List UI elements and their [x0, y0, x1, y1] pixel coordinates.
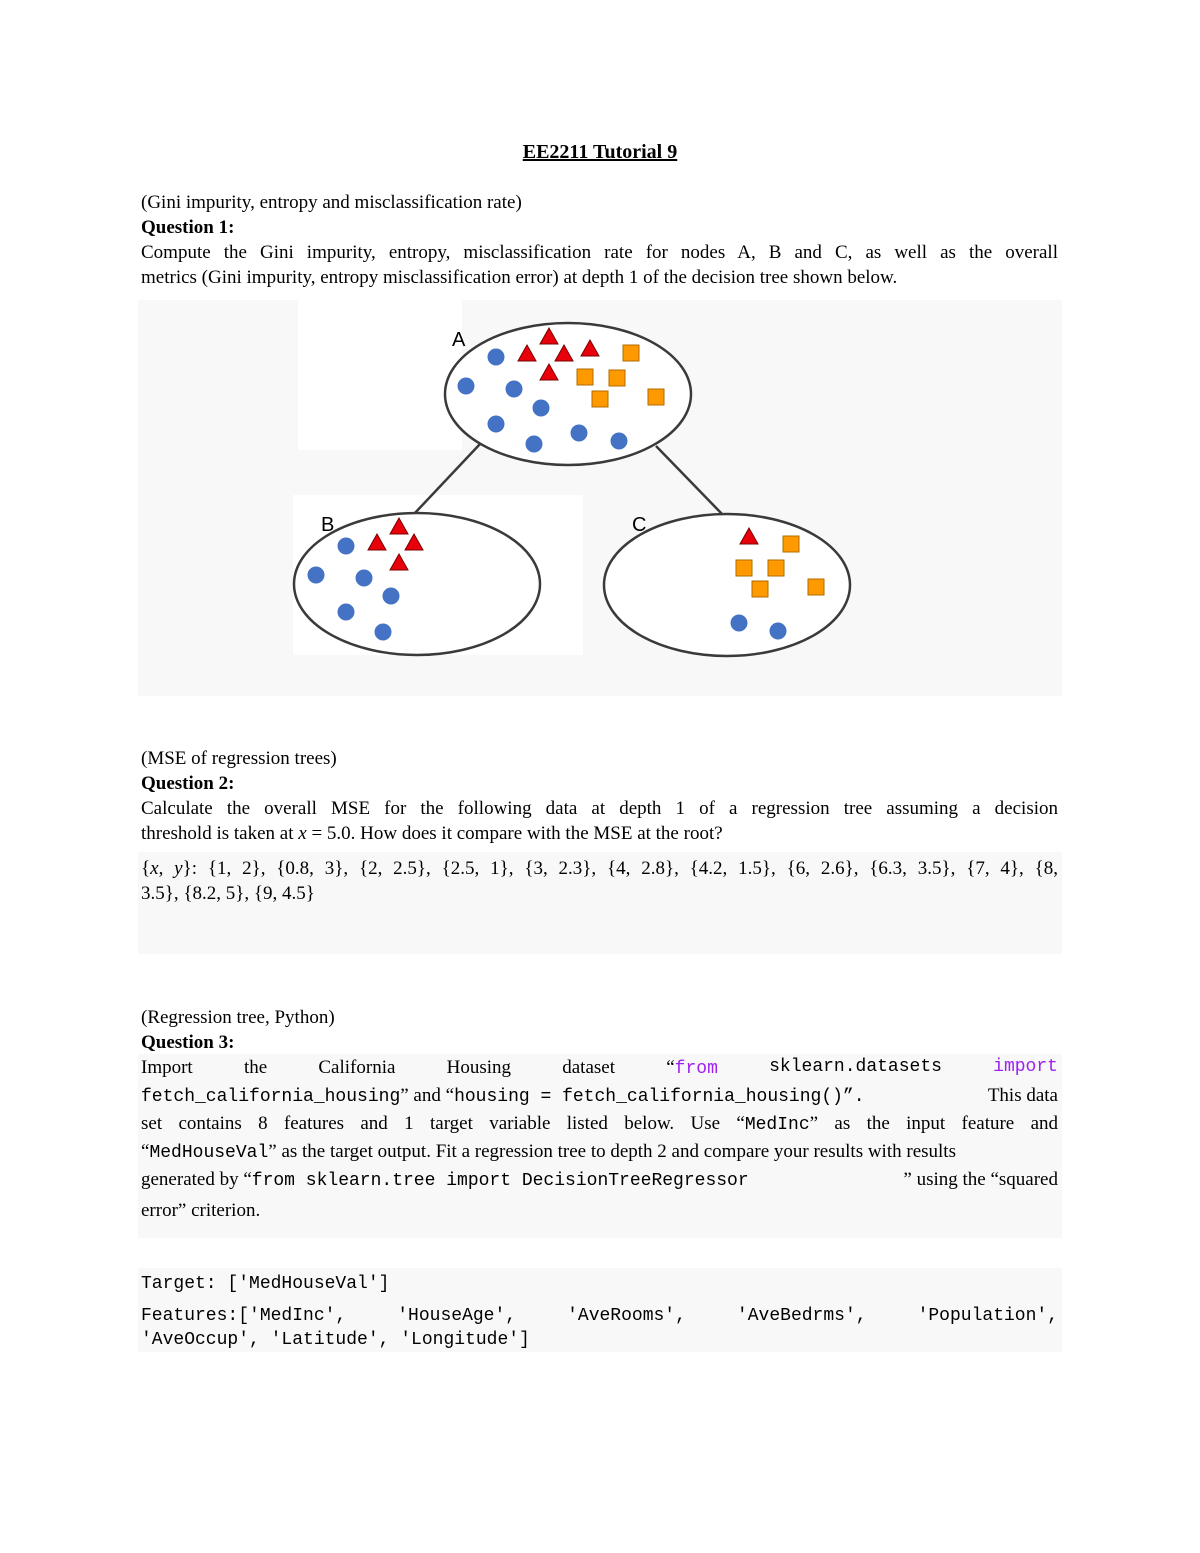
code-medhouseval: MedHouseVal [149, 1143, 269, 1163]
class-circle [375, 624, 392, 641]
class-circle [526, 436, 543, 453]
q3-word: Import [141, 1057, 193, 1078]
class-circle [308, 567, 325, 584]
q2-body-line-2 [141, 823, 723, 845]
class-circle [506, 381, 523, 398]
code-import-keyword: import [993, 1057, 1058, 1077]
q2-data-line-2: 3.5}, {8.2, 5}, {9, 4.5} [141, 883, 315, 904]
class-square [648, 389, 664, 405]
code-from-keyword: “from [666, 1057, 718, 1079]
edge-a-c [656, 446, 722, 514]
class-circle [458, 378, 475, 395]
class-square [577, 369, 593, 385]
q3-topic: (Regression tree, Python) [141, 1007, 335, 1028]
q3-heading: Question 3: [141, 1032, 235, 1053]
class-circle [571, 425, 588, 442]
q2-body-line-1: Calculate the overall MSE for the following data at depth 1 of a regression tree assuming a decision [141, 798, 1058, 819]
class-square [609, 370, 625, 386]
node-b-label: B [321, 514, 335, 536]
q3-line-2-main: fetch_california_housing” and “housing = fetch_california_housing()”. [141, 1085, 865, 1107]
q3-line-3: set contains 8 features and 1 target variable listed below. Use “MedInc” as the input feature and [141, 1113, 1058, 1135]
class-square [752, 581, 768, 597]
q2-data-points-1: : {1, 2}, {0.8, 3}, {2, 2.5}, {2.5, 1}, {3, 2.3}, {4, 2.8}, {4.2, 1.5}, {6, 2.6}, {6.3, 3.5}, {7, 4}, {8, [191, 858, 1059, 879]
q1-topic: (Gini impurity, entropy and misclassification rate) [141, 192, 522, 213]
class-square [768, 560, 784, 576]
code-features-line-2: 'AveOccup', 'Latitude', 'Longitude'] [141, 1330, 530, 1350]
data-x-var: x [150, 858, 159, 879]
q3-line-4: “MedHouseVal” as the target output. Fit a regression tree to depth 2 and compare your results with results [141, 1141, 956, 1163]
code-module-name: sklearn.datasets [769, 1057, 942, 1077]
q3-line-2-tail: This data [987, 1085, 1058, 1106]
decision-tree-diagram [138, 300, 1062, 696]
q3-word: California [318, 1057, 396, 1078]
class-circle [488, 416, 505, 433]
code-housing-assignment: housing = fetch_california_housing()”. [454, 1087, 865, 1107]
page-title: EE2211 Tutorial 9 [522, 141, 678, 163]
class-circle [731, 615, 748, 632]
q3-line-5-main: generated by “from sklearn.tree import DecisionTreeRegressor [141, 1169, 749, 1191]
class-square [592, 391, 608, 407]
q3-word: the [243, 1057, 268, 1078]
q1-body-line-2: metrics (Gini impurity, entropy misclassification error) at depth 1 of the decision tree shown below. [141, 267, 898, 288]
class-circle [338, 538, 355, 555]
class-square [736, 560, 752, 576]
class-circle [533, 400, 550, 417]
code-regressor-import: from sklearn.tree import DecisionTreeRegressor [251, 1171, 749, 1191]
class-square [808, 579, 824, 595]
class-square [623, 345, 639, 361]
class-square [783, 536, 799, 552]
q3-word: dataset [562, 1057, 616, 1078]
class-circle [383, 588, 400, 605]
class-circle [770, 623, 787, 640]
class-circle [356, 570, 373, 587]
code-function-name: fetch_california_housing [141, 1087, 401, 1107]
q3-line-6: error” criterion. [141, 1200, 261, 1221]
class-circle [611, 433, 628, 450]
class-circle [488, 349, 505, 366]
data-y-var: y [174, 858, 183, 879]
q2-compare-text: . How does it compare with the MSE at the root? [350, 823, 723, 844]
q1-heading: Question 1: [141, 217, 235, 238]
q3-word: Housing [446, 1057, 512, 1078]
q2-topic: (MSE of regression trees) [141, 748, 337, 769]
node-c-label: C [632, 514, 647, 536]
class-circle [338, 604, 355, 621]
q3-line-1 [141, 1057, 1058, 1079]
code-target-line: Target: ['MedHouseVal'] [141, 1274, 390, 1294]
decision-tree-figure [138, 300, 1062, 696]
code-features-line-1: Features:['MedInc', 'HouseAge', 'AveRooms', 'AveBedrms', 'Population', [141, 1306, 1058, 1326]
q1-body-line-1: Compute the Gini impurity, entropy, misclassification rate for nodes A, B and C, as well as the overall [141, 242, 1058, 263]
code-medinc: MedInc [744, 1115, 810, 1135]
q2-data-line-1: {x, y}: {1, 2}, {0.8, 3}, {2, 2.5}, {2.5, 1}, {3, 2.3}, {4, 2.8}, {4.2, 1.5}, {6, 2.6}, {6.3, 3.5}, {7, 4}, {8, [141, 858, 1059, 879]
threshold-value: = 5.0 [311, 823, 351, 844]
figure-white-patch [298, 300, 462, 450]
q3-line-2 [141, 1085, 1058, 1107]
q2-threshold-text: threshold is taken at [141, 823, 294, 844]
node-a-label: A [452, 329, 466, 351]
q2-heading: Question 2: [141, 773, 235, 794]
q3-line-5-tail: ” using the “squared [903, 1169, 1058, 1190]
q3-line-5 [141, 1169, 1058, 1191]
threshold-variable: x [298, 823, 307, 844]
